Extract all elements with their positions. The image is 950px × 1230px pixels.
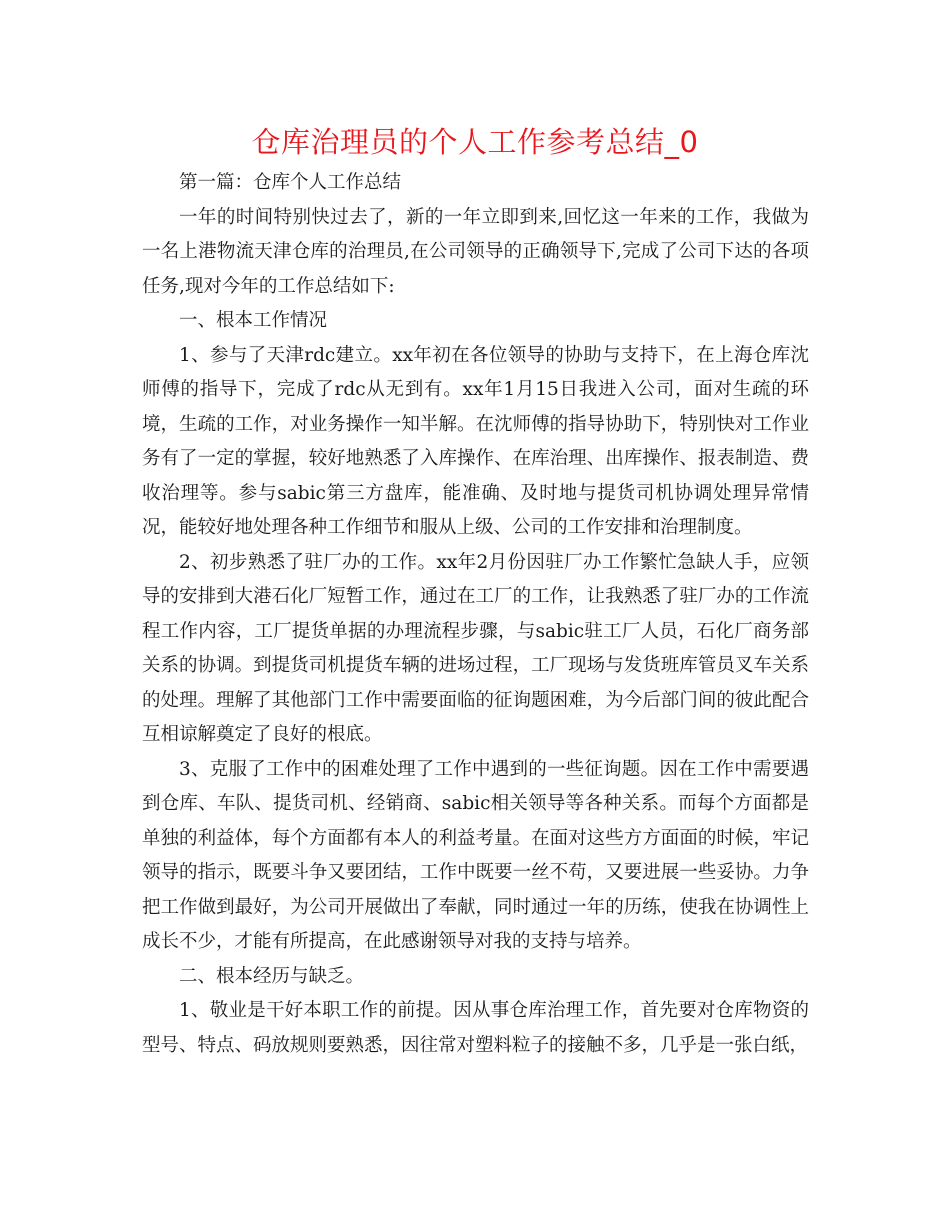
- section-heading-experience: 二、根本经历与缺乏。: [179, 965, 365, 987]
- intro-paragraph: 一年的时间特别快过去了，新的一年立即到来,回忆这一年来的工作，我做为一名上港物流天津仓库的治理员,在公司领导的正确领导下,完成了公司下达的各项任务,现对今年的工作总结如下:: [142, 206, 809, 297]
- document-body: [142, 166, 809, 1063]
- paragraph-experience-1: 1、敬业是干好本职工作的前提。因从事仓库治理工作，首先要对仓库物资的型号、特点、码放规则要熟悉，因往常对塑料粒子的接触不多，几乎是一张白纸，: [142, 1000, 809, 1056]
- document-title: 仓库治理员的个人工作参考总结_0: [251, 125, 699, 159]
- section-heading-part-one: 第一篇：仓库个人工作总结: [179, 172, 402, 193]
- paragraph-item-2: 2、初步熟悉了驻厂办的工作。xx年2月份因驻厂办工作繁忙急缺人手，应领导的安排到大港石化厂短暂工作，通过在工厂的工作，让我熟悉了驻厂办的工作流程工作内容，工厂提货单据的办理流程步骤，与sabic驻工厂人员，石化厂商务部关系的协调。到提货司机提货车辆的进场过程，工厂现场与发货班库管员叉车关系的处理。理解了其他部门工作中需要面临的征询题困难，为今后部门间的彼此配合互相谅解奠定了良好的根底。: [142, 551, 809, 745]
- paragraph-item-1: 1、参与了天津rdc建立。xx年初在各位领导的协助与支持下，在上海仓库沈师傅的指导下，完成了rdc从无到有。xx年1月15日我进入公司，面对生疏的环境，生疏的工作，对业务操作一知半解。在沈师傅的指导协助下，特别快对工作业务有了一定的掌握，较好地熟悉了入库操作、在库治理、出库操作、报表制造、费收治理等。参与sabic第三方盘库，能准确、及时地与提货司机协调处理异常情况，能较好地处理各种工作细节和服从上级、公司的工作安排和治理制度。: [142, 344, 809, 538]
- paragraph-item-3: 3、克服了工作中的困难处理了工作中遇到的一些征询题。因在工作中需要遇到仓库、车队、提货司机、经销商、sabic相关领导等各种关系。而每个方面都是单独的利益体，每个方面都有本人的利益考量。在面对这些方方面面的时候，牢记领导的指示，既要斗争又要团结，工作中既要一丝不苟，又要进展一些妥协。力争把工作做到最好，为公司开展做出了奉献，同时通过一年的历练，使我在协调性上成长不少，才能有所提高，在此感谢领导对我的支持与培养。: [142, 758, 809, 952]
- section-heading-basic-work: 一、根本工作情况: [179, 310, 328, 331]
